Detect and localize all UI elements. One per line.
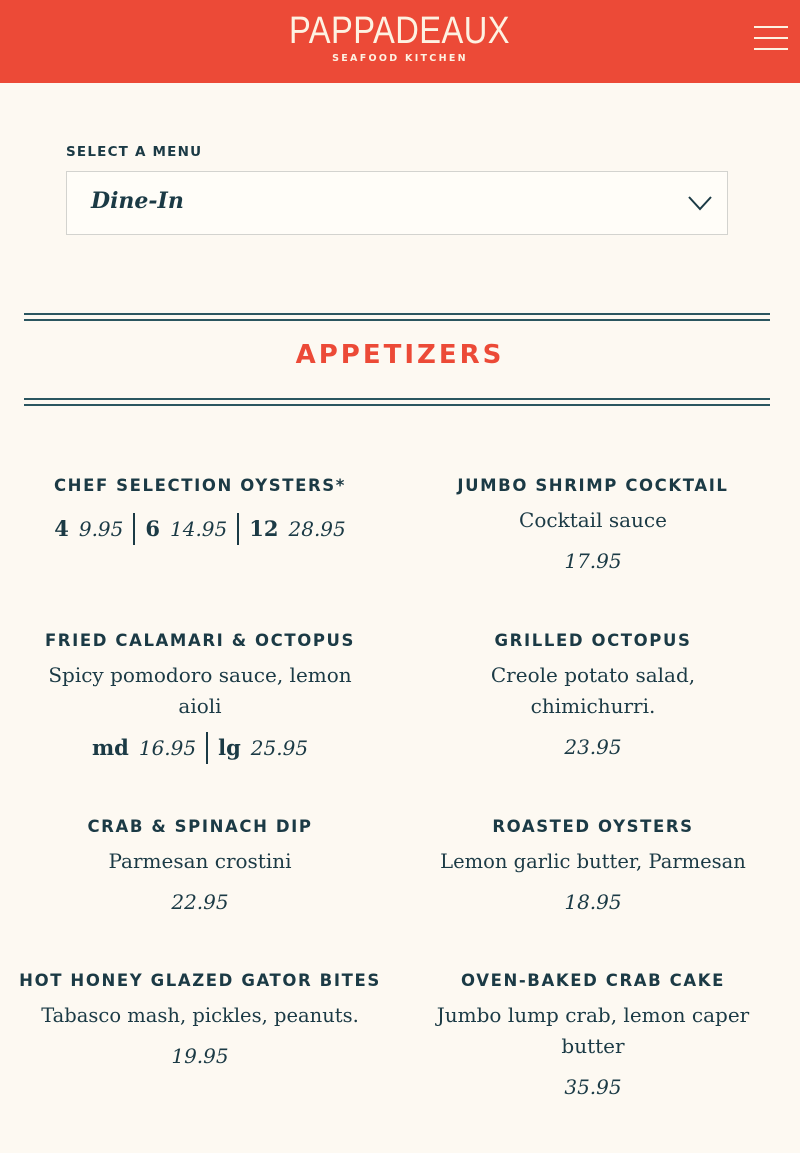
section-divider-bottom <box>24 398 770 406</box>
item-price: 18.95 <box>564 890 622 914</box>
price-value: 14.95 <box>170 517 228 541</box>
price-separator <box>206 732 208 764</box>
item-price-options <box>14 732 386 764</box>
item-description: Tabasco mash, pickles, peanuts. <box>41 1004 359 1027</box>
logo-tagline: SEAFOOD KITCHEN <box>332 53 468 64</box>
item-description: Cocktail sauce <box>519 508 667 532</box>
menu-item <box>6 970 394 1069</box>
price-quantity: lg <box>218 735 241 760</box>
site-header <box>0 0 800 83</box>
item-name: FRIED CALAMARI & OCTOPUS <box>44 631 356 650</box>
menu-item <box>407 630 779 760</box>
item-price: 19.95 <box>171 1044 229 1068</box>
brand-logo[interactable] <box>0 11 800 64</box>
item-name: GRILLED OCTOPUS <box>494 631 692 650</box>
logo-wordmark: PAPPADEAUX <box>289 10 511 52</box>
item-price: 17.95 <box>564 549 622 573</box>
menu-item <box>407 475 779 574</box>
price-separator <box>237 513 239 545</box>
price-quantity: 4 <box>54 516 69 541</box>
item-name: CHEF SELECTION OYSTERS* <box>53 476 347 495</box>
item-name: ROASTED OYSTERS <box>492 817 694 836</box>
item-price-options <box>14 513 386 545</box>
item-name: HOT HONEY GLAZED GATOR BITES <box>19 971 381 990</box>
hamburger-icon[interactable] <box>754 26 788 50</box>
price-quantity: md <box>91 735 129 760</box>
item-description: Lemon garlic butter, Parmesan <box>440 850 746 873</box>
price-value: 9.95 <box>78 517 124 541</box>
price-separator <box>133 513 135 545</box>
section-title: APPETIZERS <box>295 340 505 370</box>
menu-item <box>14 630 386 764</box>
item-description: Spicy pomodoro sauce, lemon aioli <box>48 663 352 718</box>
item-name: JUMBO SHRIMP COCKTAIL <box>457 476 729 495</box>
menu-item <box>14 816 386 915</box>
item-price: 35.95 <box>564 1075 622 1099</box>
section-divider-top <box>24 313 770 321</box>
menu-item <box>407 970 779 1100</box>
item-description: Jumbo lump crab, lemon caper butter <box>436 1003 750 1058</box>
item-price: 22.95 <box>171 890 229 914</box>
menu-item <box>397 816 789 915</box>
price-value: 25.95 <box>250 736 309 760</box>
menu-select-dropdown[interactable] <box>66 171 728 235</box>
price-value: 28.95 <box>288 517 346 541</box>
chevron-down-icon <box>687 193 713 213</box>
item-price: 23.95 <box>564 735 622 759</box>
item-description: Creole potato salad, chimichurri. <box>490 663 696 718</box>
item-name: OVEN-BAKED CRAB CAKE <box>461 971 725 990</box>
item-name: CRAB & SPINACH DIP <box>87 817 313 836</box>
price-value: 16.95 <box>138 736 197 760</box>
menu-item <box>14 475 386 545</box>
item-description: Parmesan crostini <box>108 849 292 873</box>
menu-select-value: Dine-In <box>91 188 184 214</box>
price-quantity: 12 <box>249 516 279 541</box>
price-quantity: 6 <box>145 516 160 541</box>
select-menu-label: SELECT A MENU <box>66 144 203 160</box>
